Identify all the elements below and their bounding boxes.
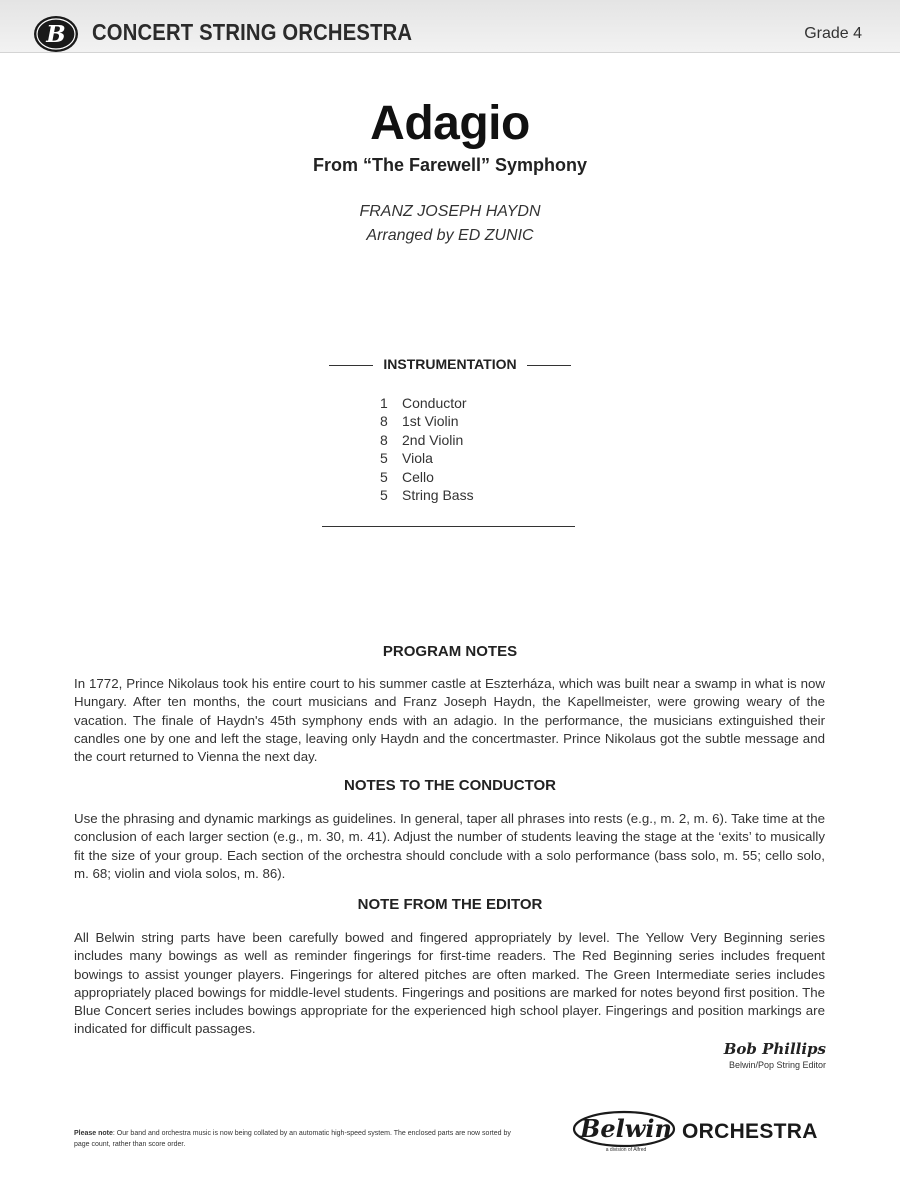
list-item: [380, 412, 474, 430]
collation-note-label: Please note: [74, 1130, 113, 1137]
instrumentation-divider: [322, 526, 575, 527]
grade-label: Grade 4: [804, 25, 862, 42]
list-item: [380, 468, 474, 486]
instrumentation-list: [380, 394, 474, 504]
instrumentation-heading-text: INSTRUMENTATION: [383, 356, 517, 372]
instrument-quantity: 8: [380, 413, 388, 430]
collation-note: [74, 1128, 514, 1150]
instrument-quantity: 5: [380, 468, 388, 485]
logo-brand-word: Belwin: [580, 1114, 672, 1143]
instrument-quantity: 5: [380, 486, 388, 503]
list-item: [380, 394, 474, 412]
instrument-quantity: 5: [380, 450, 388, 467]
belwin-orchestra-logo-icon: [572, 1110, 682, 1152]
arranger-credit: Arranged by ED ZUNIC: [366, 227, 534, 244]
brand-suffix: ORCHESTRA: [682, 1120, 818, 1143]
instrument-name: Conductor: [402, 395, 467, 411]
instrument-name: Viola: [402, 450, 433, 467]
instrumentation-heading: [0, 356, 900, 372]
heading-rule-right: [527, 365, 571, 366]
piece-subtitle: From “The Farewell” Symphony: [312, 155, 588, 175]
logo-tagline: a division of Alfred: [605, 1147, 647, 1152]
editor-note-heading: NOTE FROM THE EDITOR: [357, 896, 543, 913]
program-notes-text: In 1772, Prince Nikolaus took his entire court to his summer castle at Eszterháza, which was built near a swamp in what is now Hungary. After ten months, the court musicians and Franz Joseph Haydn, the Kapellmeister, were growing weary of the vacation. The finale of Haydn's 45th symphony ends with an adagio. In the performance, the musicians extinguished their candles one by one and left the stage, leaving only Haydn and the concertmaster. Prince Nikolaus got the subtle message and the court returned to Vienna the next day.: [74, 676, 825, 765]
instrument-quantity: 8: [380, 431, 388, 448]
heading-rule-left: [329, 365, 373, 366]
editor-signature-title: Belwin/Pop String Editor: [728, 1060, 826, 1070]
instrument-name: Cello: [402, 468, 434, 485]
editor-signature: Bob Phillips: [723, 1040, 826, 1058]
list-item: [380, 486, 474, 504]
belwin-logo-icon: [33, 14, 79, 54]
composer-credit: FRANZ JOSEPH HAYDN: [359, 203, 541, 220]
instrument-name: String Bass: [402, 486, 474, 503]
editor-note-text: All Belwin string parts have been carefully bowed and fingered appropriately by level. The Yellow Very Beginning series includes many bowings as well as reminder fingerings for first-time readers. The Red Beginning series includes frequent bowings to assist younger players. Fingerings for altered pitches are often marked. The Green Intermediate series includes appropriately placed bowings for middle-level students. Fingerings and positions are marked for notes beyond first position. The Blue Concert series includes bowings appropriate for the experienced high school player. Fingerings and position markings are indicated for difficult passages.: [74, 930, 825, 1037]
conductor-notes-heading: NOTES TO THE CONDUCTOR: [344, 777, 556, 794]
instrument-name: 1st Violin: [402, 413, 459, 430]
conductor-notes-text: Use the phrasing and dynamic markings as guidelines. In general, taper all phrases into rests (e.g., m. 2, m. 6). Take time at the conclusion of each larger section (e.g., m. 30, m. 41). Adjust the number of students leaving the stage at the ‘exits’ to musically fit the size of your group. Each section of the orchestra should conclude with a solo performance (bass solo, m. 55; cello solo, m. 68; violin and viola solos, m. 86).: [74, 811, 825, 881]
collation-note-text: : Our band and orchestra music is now being collated by an automatic high-speed system. The enclosed parts are now sorted by page count, rather than score order.: [74, 1130, 511, 1148]
instrument-name: 2nd Violin: [402, 431, 464, 448]
list-item: [380, 449, 474, 467]
piece-title: Adagio: [370, 97, 530, 150]
logo-letter: B: [46, 21, 66, 48]
series-title: CONCERT STRING ORCHESTRA: [92, 19, 413, 45]
program-notes-heading: PROGRAM NOTES: [382, 643, 518, 660]
list-item: [380, 431, 474, 449]
instrument-quantity: 1: [380, 395, 388, 411]
